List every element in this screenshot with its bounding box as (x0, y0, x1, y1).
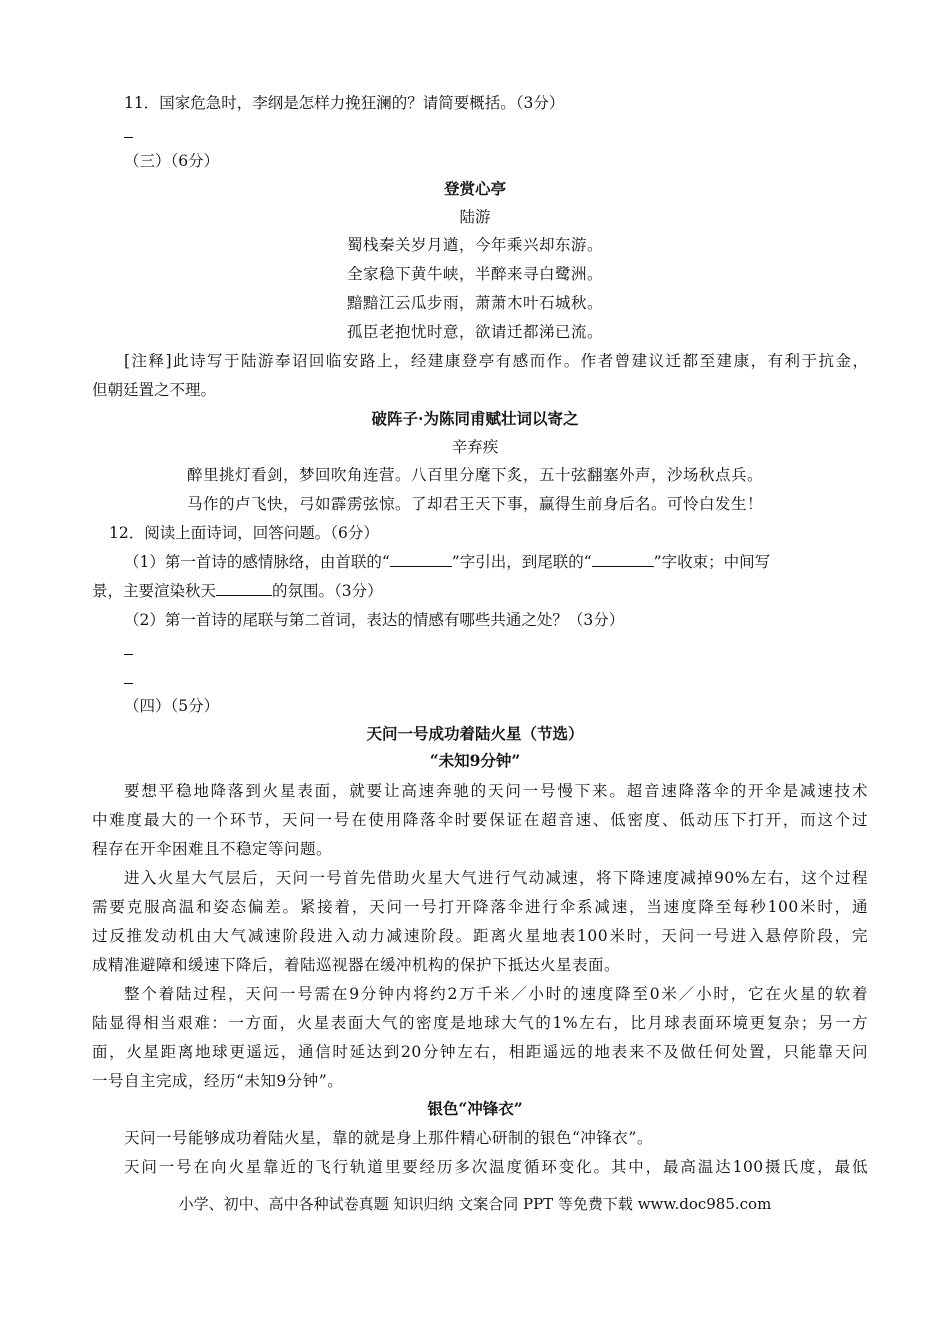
q12-sub1-text-e: 的氛围。（3分） (272, 582, 383, 600)
article-subtitle-2: 银色“冲锋衣” (427, 1099, 523, 1118)
answer-line (124, 137, 133, 138)
poem2-line: 马作的卢飞快，弓如霹雳弦惊。了却君王天下事，赢得生前身后名。可怜白发生！ (186, 495, 763, 513)
fill-blank-3[interactable] (216, 581, 272, 596)
article-title: 天问一号成功着陆火星（节选） (366, 724, 584, 743)
article-paragraph-line: 天问一号能够成功着陆火星，靠的就是身上那件精心研制的银色“冲锋衣”。 (124, 1129, 653, 1147)
question-12-sub1 (124, 552, 770, 572)
q12-sub1-text-a: （1）第一首诗的感情脉络，由首联的“ (124, 553, 390, 571)
question-12-sub2: （2）第一首诗的尾联与第二首词，表达的情感有哪些共通之处？（3分） (124, 611, 625, 629)
answer-line (124, 654, 133, 655)
article-paragraph-line: 成精准避障和缓速下降后，着陆巡视器在缓冲机构的保护下抵达火星表面。 (92, 956, 621, 974)
article-paragraph-line: 陆显得相当艰难：一方面，火星表面大气的密度是地球大气的1%左右，比月球表面环境更复杂；另一方 (92, 1014, 868, 1032)
q12-sub1-text-c: ”字收束；中间写 (653, 553, 771, 571)
article-paragraph-line: 过反推发动机由大气减速阶段进入动力减速阶段。距离火星地表100米时，天问一号进入悬停阶段，完 (92, 927, 868, 945)
poem1-note: [注释]此诗写于陆游奉诏回临安路上，经建康登亭有感而作。作者曾建议迁都至建康，有利于抗金， (124, 352, 868, 370)
poem1-note-cont: 但朝廷置之不理。 (92, 381, 217, 399)
poem1-line: 蜀栈秦关岁月遒，今年乘兴却东游。 (346, 236, 603, 254)
page-footer: 小学、初中、高中各种试卷真题 知识归纳 文案合同 PPT 等免费下载 www.doc985.com (178, 1195, 772, 1213)
poem1-line: 黯黯江云瓜步雨，萧萧木叶石城秋。 (346, 294, 603, 312)
article-paragraph-line: 面，火星距离地球更遥远，通信时延达到20分钟左右，相距遥远的地表来不及做任何处置，只能靠天问 (92, 1043, 868, 1061)
article-paragraph-line: 要想平稳地降落到火星表面，就要让高速奔驰的天问一号慢下来。超音速降落伞的开伞是减速技术 (124, 782, 868, 800)
article-paragraph-line: 进入火星大气层后，天问一号首先借助火星大气进行气动减速，将下降速度减掉90%左右，这个过程 (124, 869, 868, 887)
q12-sub1-text-b: ”字引出，到尾联的“ (451, 553, 592, 571)
poem1-author: 陆游 (459, 208, 491, 226)
article-paragraph-line: 程存在开伞困难且不稳定等问题。 (92, 840, 333, 858)
answer-line (124, 683, 133, 684)
poem1-line: 全家稳下黄牛峡，半醉来寻白鹭洲。 (346, 265, 603, 283)
fill-blank-2[interactable] (592, 552, 654, 567)
question-12-sub1-cont (92, 581, 383, 601)
article-paragraph-line: 整个着陆过程，天问一号需在9分钟内将约2万千米／小时的速度降至0米／小时，它在火星的软着 (124, 985, 868, 1003)
fill-blank-1[interactable] (390, 552, 452, 567)
section-4-heading: （四）（5分） (124, 697, 220, 715)
poem1-title: 登赏心亭 (443, 179, 506, 198)
poem2-title: 破阵子·为陈同甫赋壮词以寄之 (371, 409, 579, 428)
article-paragraph-line: 天问一号在向火星靠近的飞行轨道里要经历多次温度循环变化。其中，最高温达100摄氏度，最低 (124, 1158, 868, 1176)
article-paragraph-line: 一号自主完成，经历“未知9分钟”。 (92, 1072, 344, 1090)
article-paragraph-line: 需要克服高温和姿态偏差。紧接着，天问一号打开降落伞进行伞系减速，当速度降至每秒100米时，通 (92, 898, 868, 916)
poem2-line: 醉里挑灯看剑，梦回吹角连营。八百里分麾下炙，五十弦翻塞外声，沙场秋点兵。 (186, 466, 763, 484)
article-subtitle-1: “未知9分钟” (429, 751, 521, 770)
article-paragraph-line: 中难度最大的一个环节，天问一号在使用降落伞时要保证在超音速、低密度、低动压下打开，而这个过 (92, 811, 868, 829)
poem1-line: 孤臣老抱忧时意，欲请迁都涕已流。 (346, 323, 603, 341)
question-11: 11．国家危急时，李纲是怎样力挽狂澜的？请简要概括。（3分） (124, 94, 565, 112)
q12-sub1-text-d: 景，主要渲染秋天 (92, 582, 217, 600)
question-12-stem: 12．阅读上面诗词，回答问题。（6分） (109, 524, 379, 542)
section-3-heading: （三）（6分） (124, 152, 220, 170)
poem2-author: 辛弃疾 (451, 438, 499, 456)
